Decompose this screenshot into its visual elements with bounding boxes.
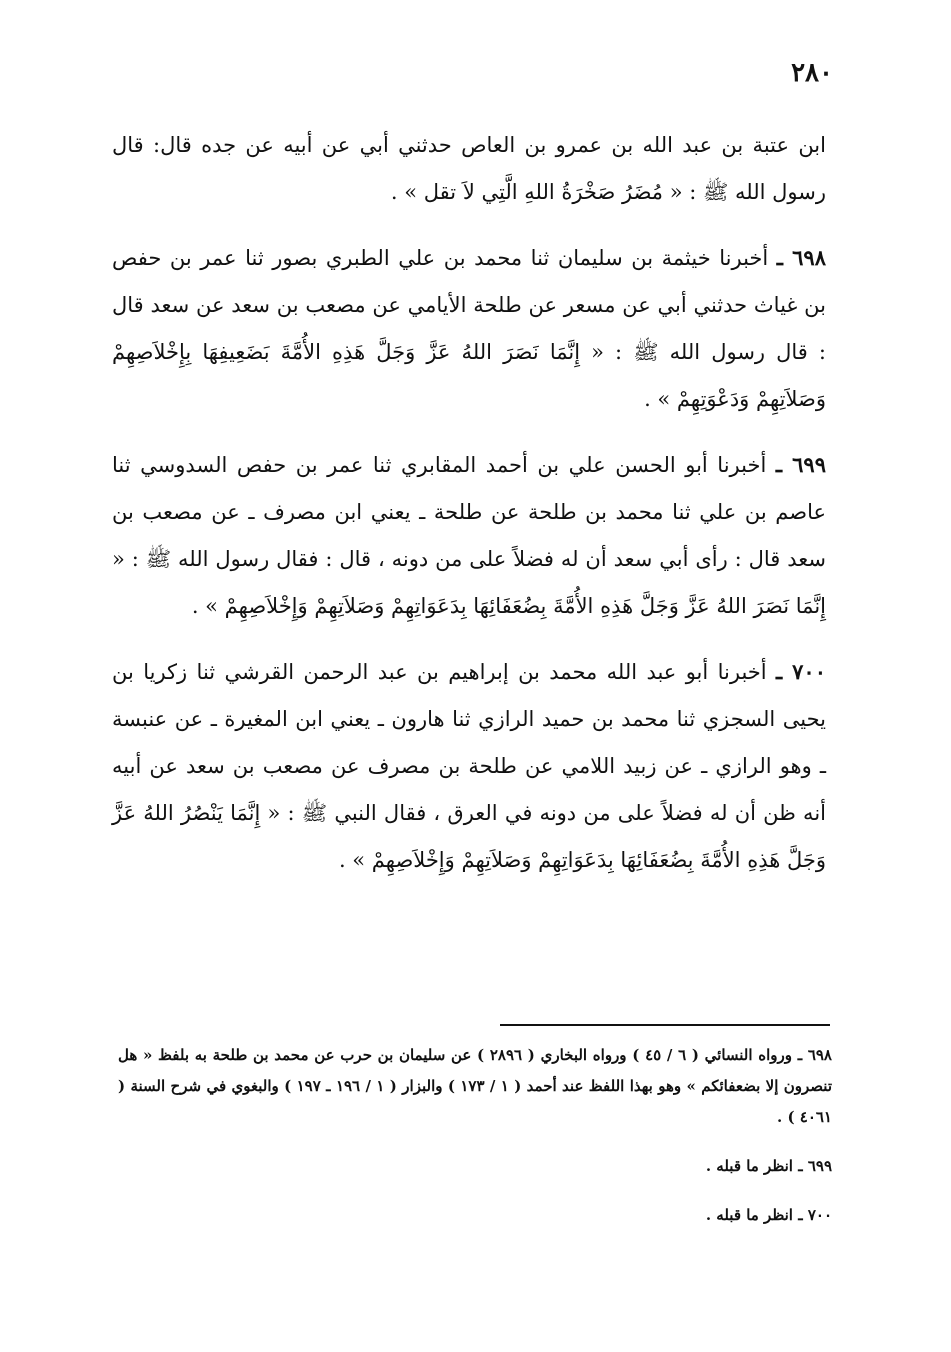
paragraph-text: ابن عتبة بن عبد الله بن عمرو بن العاص حدثني أبي عن أبيه عن جده قال: قال رسول الله ﷺ : « مُضَرُ صَخْرَةُ اللهِ الَّتِي لاَ تقل » . — [112, 133, 826, 204]
paragraph-text: أخبرنا خيثمة بن سليمان ثنا محمد بن علي الطبري بصور ثنا عمر بن حفص بن غياث حدثني أبي عن مسعر عن طلحة الأيامي عن مصعب بن سعد عن سعد قال : قال رسول الله ﷺ : « إِنَّمَا نَصَرَ اللهُ عَزَّ وَجَلَّ هَذِهِ الأُمَّةَ بَضَعِيفِهَا بِإِخْلاَصِهِمْ وَصَلاَتِهِمْ وَدَعْوَتِهِمْ » . — [112, 246, 826, 411]
main-text — [112, 122, 826, 902]
hadith-699 — [112, 441, 826, 630]
footnote-698 — [118, 1040, 832, 1133]
footnote-divider — [500, 1024, 830, 1026]
footnote-number: ٦٩٩ ـ — [798, 1157, 832, 1175]
footnotes — [118, 1040, 832, 1249]
page-number: ٢٨٠ — [791, 58, 833, 88]
hadith-698 — [112, 234, 826, 423]
footnote-number: ٦٩٨ ـ — [797, 1046, 832, 1064]
footnote-text: ورواه النسائي ( ٦ / ٤٥ ) ورواه البخاري ( ٢٨٩٦ ) عن سليمان بن حرب عن محمد بن طلحة به بلفظ « هل تنصرون إلا بضعفائكم » وهو بهذا اللفظ عند أحمد ( ١ / ١٧٣ ) والبزار ( ١ / ١٩٦ ـ ١٩٧ ) والبغوي في شرح السنة ( ٤٠٦١ ) . — [118, 1046, 832, 1126]
footnote-699 — [118, 1151, 832, 1182]
hadith-number: ٦٩٩ ـ — [775, 452, 826, 477]
paragraph-continuation — [112, 122, 826, 216]
paragraph-text: أخبرنا أبو عبد الله محمد بن إبراهيم بن عبد الرحمن القرشي ثنا زكريا بن يحيى السجزي ثنا محمد بن حميد الرازي ثنا هارون ـ يعني ابن المغيرة ـ عن عنبسة ـ وهو الرازي ـ عن زبيد اللامي عن طلحة بن مصرف عن مصعب بن سعد عن أبيه أنه ظن أن له فضلاً على من دونه في العرق ، فقال النبي ﷺ : « إِنَّمَا يَنْصُرُ اللهُ عَزَّ وَجَلَّ هَذِهِ الأُمَّةَ بِضُعَفَائِهَا بِدَعَوَاتِهِمْ وَصَلاَتِهِمْ وَإِخْلاَصِهِمْ » . — [112, 660, 826, 872]
footnote-700 — [118, 1200, 832, 1231]
footnote-number: ٧٠٠ ـ — [798, 1206, 832, 1224]
hadith-number: ٦٩٨ ـ — [776, 245, 826, 270]
hadith-number: ٧٠٠ ـ — [775, 659, 826, 684]
paragraph-text: أخبرنا أبو الحسن علي بن أحمد المقابري ثنا عمر بن حفص السدوسي ثنا عاصم بن علي ثنا محمد بن طلحة عن طلحة ـ يعني ابن مصرف ـ عن مصعب بن سعد قال : رأى أبي سعد أن له فضلاً على من دونه ، قال : فقال رسول الله ﷺ : « إِنَّمَا نَصَرَ اللهُ عَزَّ وَجَلَّ هَذِهِ الأُمَّةَ بِضُعَفَائِهَا بِدَعَوَاتِهِمْ وَصَلاَتِهِمْ وَإِخْلاَصِهِمْ » . — [112, 453, 826, 618]
hadith-700 — [112, 648, 826, 884]
footnote-text: انظر ما قبله . — [705, 1206, 793, 1224]
footnote-text: انظر ما قبله . — [705, 1157, 793, 1175]
